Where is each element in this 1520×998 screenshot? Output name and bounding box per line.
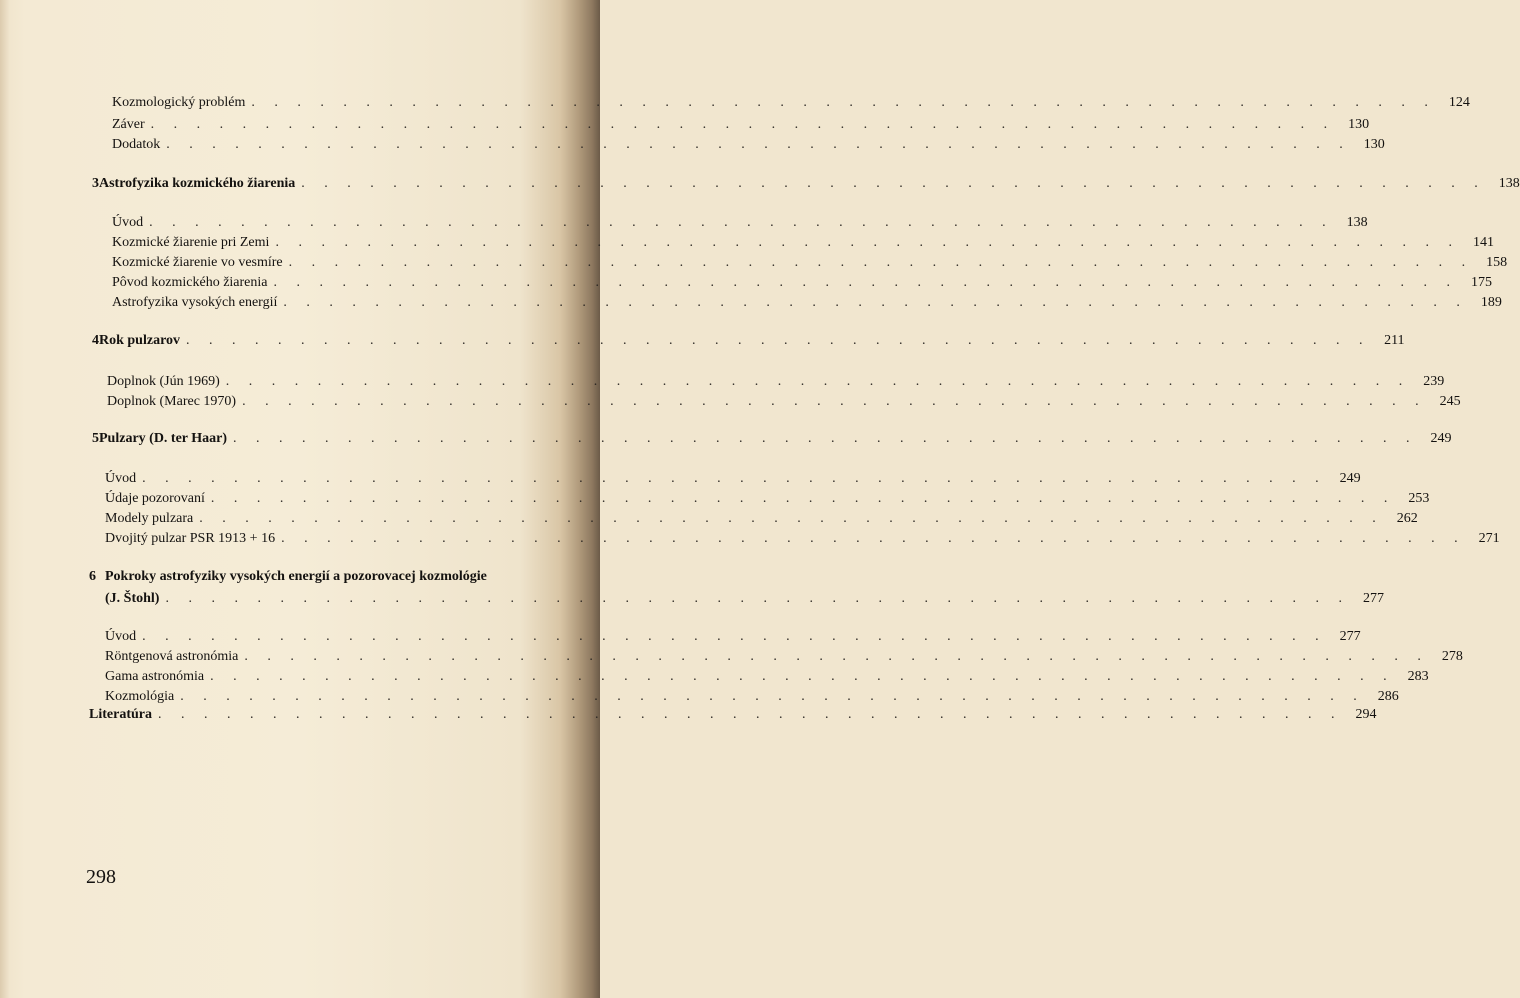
chapter-title: Pulzary (D. ter Haar) — [99, 431, 228, 446]
toc-entry-page: 278 — [1441, 649, 1463, 664]
leader-dots: . . . . . . . . . . . . . . . . . . . . . . . . . . . . . . . . . . . . . . . . . . . . . . . . . . . . — [233, 431, 1418, 446]
toc-chapter — [89, 568, 568, 586]
toc-entry-page: 175 — [1471, 275, 1493, 290]
toc-entry-page: 138 — [1346, 215, 1368, 230]
toc-entry-title: Kozmológia — [105, 689, 175, 704]
toc-entry — [112, 274, 1493, 292]
toc-entry — [112, 294, 1502, 312]
toc-entry-page: 262 — [1396, 511, 1418, 526]
chapter-number: 3 — [92, 176, 99, 191]
toc-entry — [105, 510, 1418, 528]
toc-chapter-continuation — [105, 590, 1384, 608]
chapter-title: Astrofyzika kozmického žiarenia — [99, 176, 296, 191]
toc-entry-title: Dvojitý pulzar PSR 1913 + 16 — [105, 531, 276, 546]
toc-entry-title: Gama astronómia — [105, 669, 205, 684]
chapter-number: 4 — [92, 333, 99, 348]
toc-entry-title: Astrofyzika vysokých energií — [112, 295, 278, 310]
leader-dots: . . . . . . . . . . . . . . . . . . . . . . . . . . . . . . . . . . . . . . . . . . . . . . . . . . . . — [210, 669, 1395, 684]
chapter-title: Pokroky astrofyziky vysokých energií a pozorovacej kozmológie — [105, 569, 487, 584]
toc-entry — [112, 214, 1368, 232]
leader-dots: . . . . . . . . . . . . . . . . . . . . . . . . . . . . . . . . . . . . . . . . . . . . . . . . . . . . — [301, 176, 1486, 191]
chapter-page: 277 — [1362, 591, 1384, 606]
toc-entry-page: 283 — [1407, 669, 1429, 684]
chapter-page: 138 — [1498, 176, 1520, 191]
toc-entry — [105, 470, 1361, 488]
leader-dots: . . . . . . . . . . . . . . . . . . . . . . . . . . . . . . . . . . . . . . . . . . . . . . . . . . . . — [251, 95, 1436, 110]
leader-dots: . . . . . . . . . . . . . . . . . . . . . . . . . . . . . . . . . . . . . . . . . . . . . . . . . . . . — [242, 394, 1427, 409]
toc-entry-page: 249 — [1339, 471, 1361, 486]
leader-dots: . . . . . . . . . . . . . . . . . . . . . . . . . . . . . . . . . . . . . . . . . . . . . . . . . . . . — [283, 295, 1468, 310]
toc-chapter — [92, 175, 1520, 193]
toc-entry-title: Úvod — [112, 215, 144, 230]
toc-entry-title: Pôvod kozmického žiarenia — [112, 275, 268, 290]
toc-entry — [112, 234, 1494, 252]
leader-dots: . . . . . . . . . . . . . . . . . . . . . . . . . . . . . . . . . . . . . . . . . . . . . . . . . . . . — [273, 275, 1459, 290]
toc-entry-page: 239 — [1423, 374, 1445, 389]
toc-entry-title: Záver — [112, 117, 145, 132]
toc-entry — [105, 688, 1399, 706]
toc-entry-title: Kozmické žiarenie pri Zemi — [112, 235, 270, 250]
leader-dots: . . . . . . . . . . . . . . . . . . . . . . . . . . . . . . . . . . . . . . . . . . . . . . . . . . . . — [225, 374, 1411, 389]
toc-entry-title: Úvod — [105, 471, 137, 486]
chapter-number: 5 — [92, 431, 99, 446]
toc-chapter — [92, 332, 1405, 350]
toc-entry-page: 294 — [1355, 707, 1377, 722]
leader-dots: . . . . . . . . . . . . . . . . . . . . . . . . . . . . . . . . . . . . . . . . . . . . . . . . . . . . — [180, 689, 1365, 704]
leader-dots: . . . . . . . . . . . . . . . . . . . . . . . . . . . . . . . . . . . . . . . . . . . . . . . . . . . . — [165, 591, 1350, 606]
toc-entry-page: 124 — [1448, 95, 1470, 110]
page-gutter — [0, 0, 10, 998]
leader-dots: . . . . . . . . . . . . . . . . . . . . . . . . . . . . . . . . . . . . . . . . . . . . . . . . . . . . — [244, 649, 1429, 664]
leader-dots: . . . . . . . . . . . . . . . . . . . . . . . . . . . . . . . . . . . . . . . . . . . . . . . . . . . . — [199, 511, 1384, 526]
toc-entry-page: 277 — [1339, 629, 1361, 644]
leader-dots: . . . . . . . . . . . . . . . . . . . . . . . . . . . . . . . . . . . . . . . . . . . . . . . . . . . . — [186, 333, 1371, 348]
toc-entry — [105, 490, 1430, 508]
toc-entry — [107, 373, 1445, 391]
leader-dots: . . . . . . . . . . . . . . . . . . . . . . . . . . . . . . . . . . . . . . . . . . . . . . . . . . . . — [142, 629, 1327, 644]
leader-dots: . . . . . . . . . . . . . . . . . . . . . . . . . . . . . . . . . . . . . . . . . . . . . . . . . . . . — [288, 255, 1474, 270]
toc-entry — [112, 254, 1508, 272]
chapter-title: Rok pulzarov — [99, 333, 181, 348]
page-number: 298 — [86, 866, 116, 888]
toc-entry-page: 130 — [1363, 137, 1385, 152]
toc-entry — [105, 530, 1500, 548]
leader-dots: . . . . . . . . . . . . . . . . . . . . . . . . . . . . . . . . . . . . . . . . . . . . . . . . . . . . — [149, 215, 1334, 230]
toc-entry-page: 286 — [1377, 689, 1399, 704]
toc-entry-page: 141 — [1472, 235, 1494, 250]
toc-chapter — [92, 430, 1452, 448]
toc-entry-title: Úvod — [105, 629, 137, 644]
toc-entry-title: Röntgenová astronómia — [105, 649, 239, 664]
toc-entry-page: 158 — [1486, 255, 1508, 270]
leader-dots: . . . . . . . . . . . . . . . . . . . . . . . . . . . . . . . . . . . . . . . . . . . . . . . . . . . . — [166, 137, 1351, 152]
leader-dots: . . . . . . . . . . . . . . . . . . . . . . . . . . . . . . . . . . . . . . . . . . . . . . . . . . . . — [150, 117, 1336, 132]
leader-dots: . . . . . . . . . . . . . . . . . . . . . . . . . . . . . . . . . . . . . . . . . . . . . . . . . . . . — [210, 491, 1396, 506]
toc-entry — [112, 116, 1370, 134]
toc-entry — [112, 136, 1385, 154]
toc-entry — [112, 94, 1470, 112]
toc-entry-page: 253 — [1408, 491, 1430, 506]
toc-entry-title: Modely pulzara — [105, 511, 194, 526]
toc-entry-page: 130 — [1348, 117, 1370, 132]
chapter-page: 249 — [1430, 431, 1452, 446]
toc-entry — [105, 648, 1463, 666]
toc-entry-page: 271 — [1478, 531, 1500, 546]
toc-entry — [105, 668, 1429, 686]
toc-entry-title: Kozmologický problém — [112, 95, 246, 110]
chapter-title-author: (J. Štohl) — [105, 591, 160, 606]
chapter-number: 6 — [89, 569, 96, 584]
leader-dots: . . . . . . . . . . . . . . . . . . . . . . . . . . . . . . . . . . . . . . . . . . . . . . . . . . . . — [142, 471, 1327, 486]
toc-entry-title: Dodatok — [112, 137, 161, 152]
toc-entry-page: 189 — [1480, 295, 1502, 310]
leader-dots: . . . . . . . . . . . . . . . . . . . . . . . . . . . . . . . . . . . . . . . . . . . . . . . . . . . . — [281, 531, 1466, 546]
toc-entry-title: Doplnok (Marec 1970) — [107, 394, 237, 409]
toc-entry-literature — [89, 706, 1377, 724]
toc-entry-title: Kozmické žiarenie vo vesmíre — [112, 255, 283, 270]
toc-entry — [105, 628, 1361, 646]
leader-dots: . . . . . . . . . . . . . . . . . . . . . . . . . . . . . . . . . . . . . . . . . . . . . . . . . . . . — [275, 235, 1460, 250]
chapter-page: 211 — [1384, 333, 1405, 348]
leader-dots: . . . . . . . . . . . . . . . . . . . . . . . . . . . . . . . . . . . . . . . . . . . . . . . . . . . . — [157, 707, 1343, 722]
toc-entry-title: Doplnok (Jún 1969) — [107, 374, 220, 389]
toc-entry-title: Údaje pozorovaní — [105, 491, 205, 506]
toc-entry-title: Literatúra — [89, 707, 152, 722]
toc-entry-page: 245 — [1439, 394, 1461, 409]
toc-entry — [107, 393, 1461, 411]
